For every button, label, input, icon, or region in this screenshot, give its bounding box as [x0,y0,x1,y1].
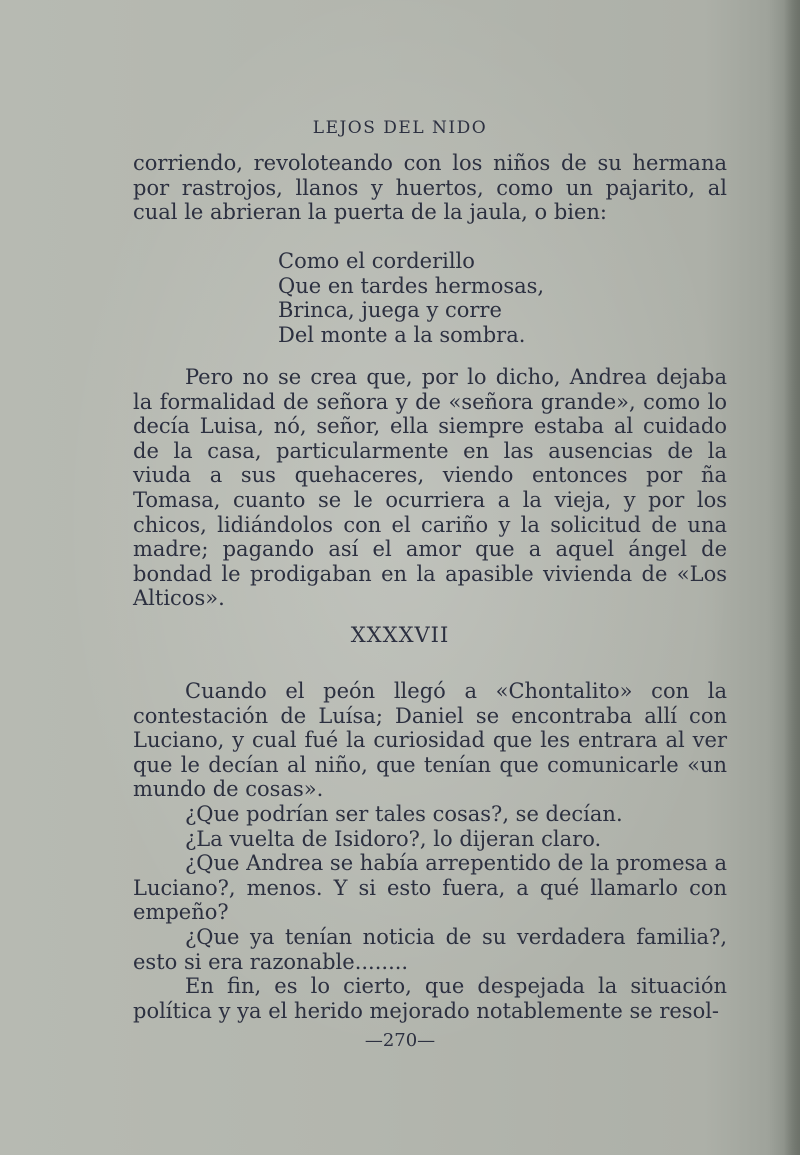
paragraph: Pero no se crea que, por lo dicho, Andrea dejaba la formalidad de señora y de «señora grande», como lo decía Luisa, nó, señor, ella siempre estaba al cuidado de la casa, particularmente en las ausencias de la viuda a sus quehaceres, viendo entonces por ña Tomasa, cuanto se le ocurriera a la vieja, y por los chicos, lidiándolos con el cariño y la solicitud de una madre; pagando así el amor que a aquel ángel de bondad le prodigaban en la apasible vivienda de «Los Alticos». [133,365,727,611]
verse-block [278,249,544,347]
chapter-heading: XXXXVII [350,623,450,647]
paragraph: ¿Que ya tenían noticia de su verdadera familia?, esto si era razonable........ [133,924,727,974]
text-block-chapter [133,679,727,1023]
paragraph: ¿Que podrían ser tales cosas?, se decían. [185,801,623,826]
paragraph: En fin, es lo cierto, que despejada la situación política y ya el herido mejorado notablemente se resol- [133,974,727,1023]
paragraph: Cuando el peón llegó a «Chontalito» con la contestación de Luísa; Daniel se encontraba allí con Luciano, y cual fué la curiosidad que les entrara al ver que le decían al niño, que tenían que comunicarle «un mundo de cosas». [133,679,727,802]
text-block-top [133,151,727,225]
verse-line: Brinca, juega y corre [278,298,502,323]
paragraph-continuation: corriendo, revoloteando con los niños de su hermana por rastrojos, llanos y huertos, como un pajarito, al cual le abrieran la puerta de la jaula, o bien: [133,151,727,225]
running-head: LEJOS DEL NIDO [312,118,488,138]
paragraph: ¿Que Andrea se había arrepentido de la promesa a Luciano?, menos. Y si esto fuera, a qué llamarlo con empeño? [133,851,727,925]
verse-line: Del monte a la sombra. [278,322,526,347]
page-number: —270— [364,1030,436,1051]
verse-line: Que en tardes hermosas, [278,273,545,298]
paragraph: ¿La vuelta de Isidoro?, lo dijeran claro. [185,826,602,851]
page-edge-shadow [784,0,800,1155]
text-block-middle [133,365,727,611]
verse-line: Como el corderillo [278,249,475,273]
